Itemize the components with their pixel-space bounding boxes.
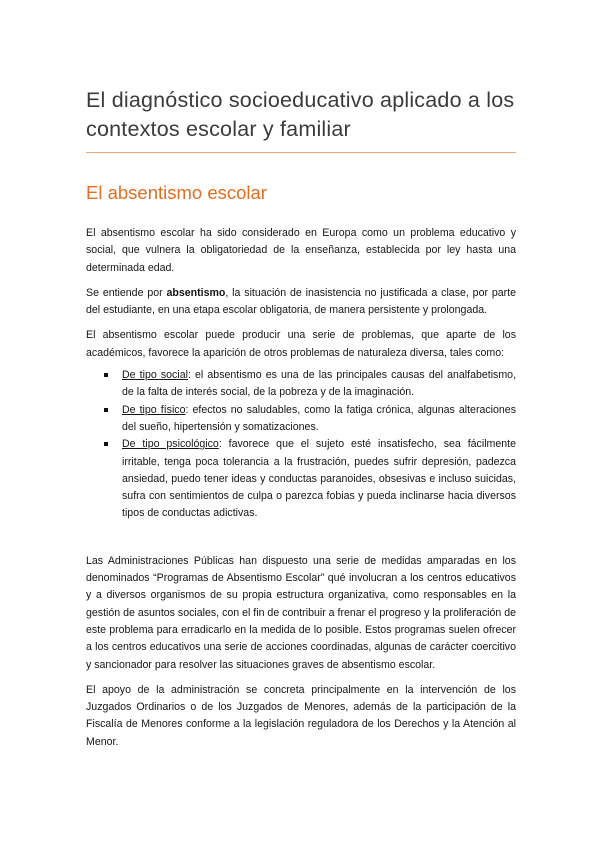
paragraph-2 [86,285,516,320]
list-item [86,402,516,437]
paragraph-1: El absentismo escolar ha sido considerado en Europa como un problema educativo y social, que vulnera la obligatoriedad de la enseñanza, establecida por ley hasta una determinada edad. [86,227,516,274]
paragraph-2-rest: , la situación de inasistencia no justificada a clase, por parte del estudiante, en una etapa escolar obligatoria, de manera persistente y prolongada. [86,286,516,317]
list-item [86,367,516,402]
document-page [86,86,516,751]
section-heading: El absentismo escolar [86,182,267,203]
list-item-text: : el absentismo es una de las principales causas del analfabetismo, de la falta de interés social, de la pobreza y de la imaginación. [122,369,517,399]
paragraph-2-term: absentismo [166,286,226,299]
list-item-label: De tipo social [122,369,188,382]
document-title: El diagnóstico socioeducativo aplicado a los contextos escolar y familiar [86,88,515,141]
list-item-label: De tipo físico [122,403,186,416]
paragraph-5: El apoyo de la administración se concreta principalmente en la intervención de los Juzgados Ordinarios o de los Juzgados de Menores, además de la participación de la Fiscalía de Menores conforme a la legislación reguladora de los Derechos y la Atención al Menor. [86,683,516,748]
problem-list [86,367,516,523]
paragraph-3: El absentismo escolar puede producir una serie de problemas, que aparte de los académicos, favorece la aparición de otros problemas de naturaleza diversa, tales como: [86,329,516,359]
square-bullet-icon [104,442,108,446]
list-item-text: : favorece que el sujeto esté insatisfecho, sea fácilmente irritable, tenga poca tolerancia a la frustración, puedes sufrir depresión, padezca ansiedad, puedo tener ideas y conductas paranoides, obsesivas e incluso suicidas, sufra con sentimientos de culpa o parezca fobias y pueda inclinarse hacia diversos tipos de conductas adictivas. [122,438,516,520]
list-item-text: : efectos no saludables, como la fatiga crónica, algunas alteraciones del sueño, hipertensión y somatizaciones. [122,403,516,433]
title-underline [86,152,516,153]
square-bullet-icon [104,408,108,412]
square-bullet-icon [104,373,108,377]
list-item-label: De tipo psicológico [122,438,219,451]
list-item [86,436,516,522]
paragraph-2-lead: Se entiende por [86,286,167,299]
paragraph-4: Las Administraciones Públicas han dispuesto una serie de medidas amparadas en los denominados “Programas de Absentismo Escolar” qué involucran a los centros educativos y a diversos organismos de su propia estructura organizativa, como responsables en la gestión de asuntos sociales, con el fin de contribuir a frenar el progreso y la proliferación de este problema para erradicarlo en la medida de lo posible. Estos programas suelen ofrecer a los centros educativos una serie de acciones coordinadas, algunas de carácter coercitivo y sancionador para resolver las situaciones graves de absentismo escolar. [86,554,516,671]
